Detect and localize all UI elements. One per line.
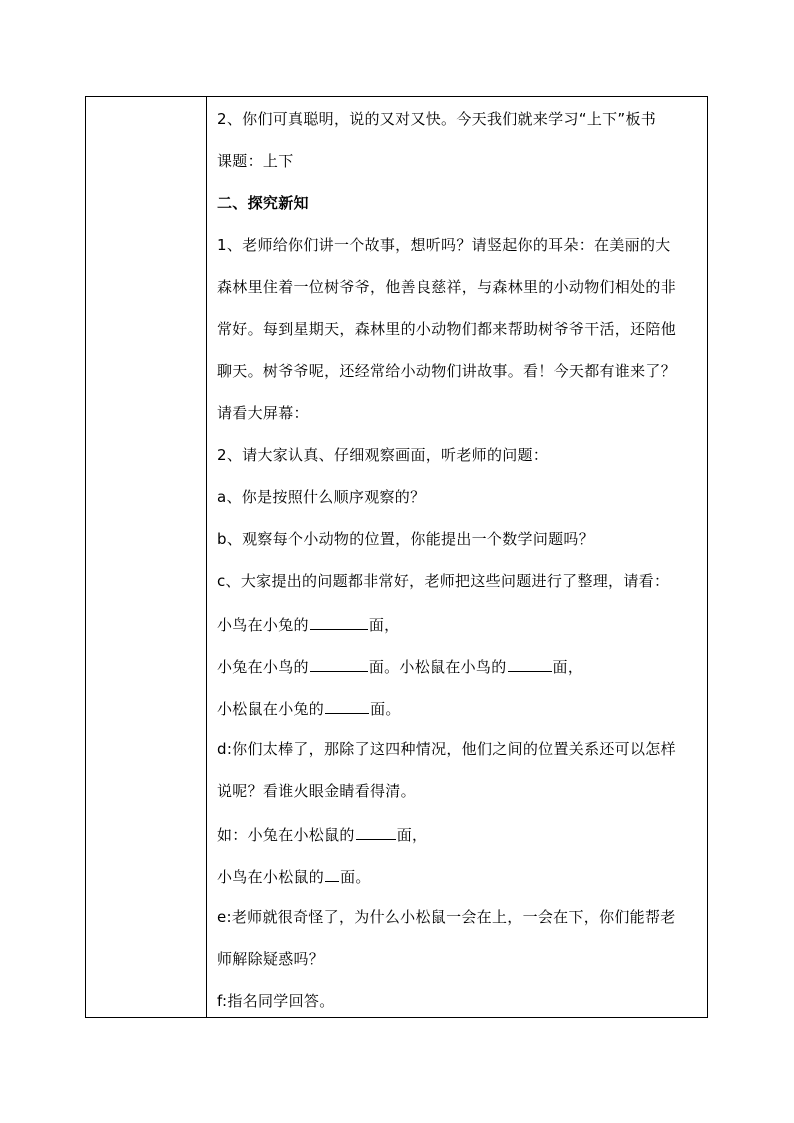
text-segment: 如：小兔在小松鼠的 bbox=[217, 826, 355, 844]
text-segment: 面， bbox=[368, 616, 400, 634]
answer-blank[interactable] bbox=[356, 823, 396, 840]
text-segment: 面。 bbox=[370, 700, 401, 718]
answer-blank[interactable] bbox=[508, 655, 552, 672]
text-line: 1、老师给你们讲一个故事，想听吗？请竖起你的耳朵：在美丽的大 bbox=[217, 236, 671, 254]
answer-blank[interactable] bbox=[310, 655, 368, 672]
fill-blank-line bbox=[217, 655, 583, 677]
lesson-table bbox=[85, 96, 708, 1018]
text-line: f:指名同学回答。 bbox=[217, 992, 335, 1010]
text-line: a、你是按照什么顺序观察的？ bbox=[217, 488, 426, 506]
text-line: c、大家提出的问题都非常好，老师把这些问题进行了整理，请看： bbox=[217, 572, 670, 590]
text-line: e:老师就很奇怪了，为什么小松鼠一会在上，一会在下，你们能帮老 bbox=[217, 908, 676, 926]
answer-blank[interactable] bbox=[325, 865, 339, 882]
text-segment: 小鸟在小松鼠的 bbox=[217, 868, 325, 886]
text-segment: 面， bbox=[552, 658, 584, 676]
text-line: 课题：上下 bbox=[217, 152, 294, 170]
answer-blank[interactable] bbox=[325, 697, 369, 714]
fill-blank-line bbox=[217, 697, 401, 719]
section-heading: 二、探究新知 bbox=[217, 194, 309, 212]
text-segment: 面， bbox=[396, 826, 428, 844]
text-line: 2、请大家认真、仔细观察画面，听老师的问题： bbox=[217, 446, 549, 464]
fill-blank-line bbox=[217, 823, 427, 845]
fill-blank-line bbox=[217, 613, 399, 635]
text-segment: 小松鼠在小兔的 bbox=[217, 700, 325, 718]
text-line: 2、你们可真聪明，说的又对又快。今天我们就来学习“上下”板书 bbox=[217, 110, 657, 128]
text-line: 聊天。树爷爷呢，还经常给小动物们讲故事。看！今天都有谁来了？ bbox=[217, 362, 677, 380]
text-segment: 面。小松鼠在小鸟的 bbox=[368, 658, 507, 676]
text-segment: 小鸟在小兔的 bbox=[217, 616, 309, 634]
text-segment: 面。 bbox=[340, 868, 371, 886]
text-line: 常好。每到星期天，森林里的小动物们都来帮助树爷爷干活，还陪他 bbox=[217, 320, 677, 338]
text-line: 森林里住着一位树爷爷，他善良慈祥，与森林里的小动物们相处的非 bbox=[217, 278, 677, 296]
left-column-cell bbox=[86, 97, 207, 1017]
text-line: d:你们太棒了，那除了这四种情况，他们之间的位置关系还可以怎样 bbox=[217, 740, 676, 758]
text-line: b、观察每个小动物的位置，你能提出一个数学问题吗？ bbox=[217, 530, 595, 548]
text-line: 说呢？看谁火眼金睛看得清。 bbox=[217, 782, 416, 800]
text-line: 请看大屏幕： bbox=[217, 404, 309, 422]
text-line: 师解除疑惑吗？ bbox=[217, 950, 325, 968]
fill-blank-line bbox=[217, 865, 371, 887]
answer-blank[interactable] bbox=[310, 613, 368, 630]
text-segment: 小兔在小鸟的 bbox=[217, 658, 309, 676]
lesson-content-cell bbox=[207, 97, 707, 1017]
